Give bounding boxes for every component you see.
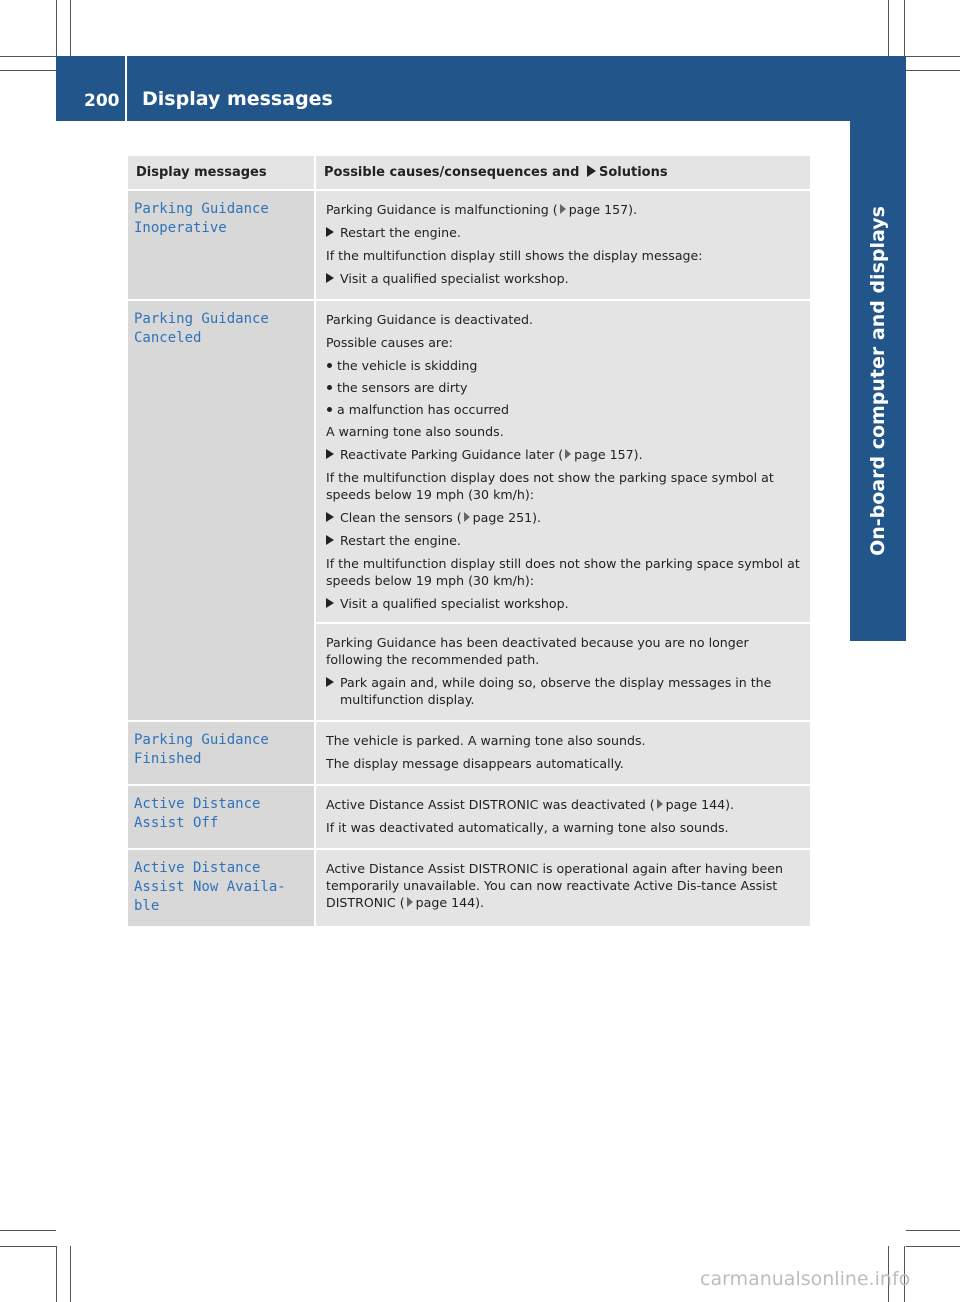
message-code-line: Parking Guidance xyxy=(134,311,269,327)
message-code-line: ble xyxy=(134,898,160,914)
message-code-cell xyxy=(128,191,314,299)
table-row xyxy=(128,191,810,299)
text-part: Active Distance Assist DISTRONIC is operational again after having been temporarily unavailable. You can now reactivate Active Dis-tance Assist DISTRONIC ( xyxy=(326,861,784,910)
message-description-cell xyxy=(314,786,810,848)
col-header-display-messages: Display messages xyxy=(128,156,314,189)
page-ref-link[interactable]: page 251). xyxy=(472,510,542,525)
page-ref-icon xyxy=(565,449,571,459)
page-ref-link[interactable]: page 157). xyxy=(574,447,643,462)
solution-step: Restart the engine. xyxy=(326,224,802,241)
crop-mark xyxy=(906,1230,960,1231)
table-row xyxy=(128,786,810,848)
crop-mark xyxy=(906,70,960,71)
solution-step xyxy=(326,509,802,526)
description-text: The display message disappears automatically. xyxy=(326,756,624,771)
message-code-line: Inoperative xyxy=(134,220,227,236)
crop-mark xyxy=(0,1246,56,1247)
crop-mark xyxy=(904,0,905,56)
description-text: The vehicle is parked. A warning tone also sounds. xyxy=(326,733,646,748)
message-description-cell xyxy=(314,722,810,784)
description-text: If the multifunction display still shows the display message: xyxy=(326,248,703,263)
crop-mark xyxy=(0,70,56,71)
solution-step: Visit a qualified specialist workshop. xyxy=(326,595,802,612)
description-text: Possible causes are: xyxy=(326,335,453,350)
solution-step: Park again and, while doing so, observe the display messages in the multifunction display. xyxy=(326,674,802,708)
table-header-row xyxy=(128,156,810,189)
message-code-cell xyxy=(128,850,314,926)
crop-mark xyxy=(70,1246,71,1302)
message-code-line: Active Distance xyxy=(134,796,261,812)
solution-step: Visit a qualified specialist workshop. xyxy=(326,270,802,287)
crop-mark xyxy=(906,56,960,57)
page-ref-icon xyxy=(560,204,566,214)
solution-step: Restart the engine. xyxy=(326,532,802,549)
page-ref-icon xyxy=(407,897,413,907)
text-part: Clean the sensors ( xyxy=(340,510,462,525)
message-code-line: Assist Now Availa‐ xyxy=(134,879,286,895)
description-text xyxy=(326,860,802,911)
message-code-line: Parking Guidance xyxy=(134,732,269,748)
page-number: 200 xyxy=(84,91,120,111)
cause-bullet: the vehicle is skidding xyxy=(326,357,802,374)
message-code-line: Canceled xyxy=(134,330,202,346)
description-text xyxy=(326,796,802,813)
description-text xyxy=(326,201,802,218)
sub-row-divider xyxy=(316,622,810,624)
col-header-text: Possible causes/consequences and xyxy=(324,165,580,180)
description-text: If the multifunction display does not show the parking space symbol at speeds below 19 mph (30 km/h): xyxy=(326,470,774,502)
solution-step xyxy=(326,446,802,463)
col-header-solutions: Solutions xyxy=(599,165,668,180)
crop-mark xyxy=(906,1246,960,1247)
text-part: Reactivate Parking Guidance later ( xyxy=(340,447,564,462)
message-code-line: Assist Off xyxy=(134,815,219,831)
solution-arrow-icon xyxy=(587,165,596,177)
message-code-cell xyxy=(128,722,314,784)
crop-mark xyxy=(56,0,57,56)
message-code-cell xyxy=(128,301,314,720)
chapter-label: On-board computer and displays xyxy=(867,206,889,556)
page-ref-icon xyxy=(657,799,663,809)
message-description-cell xyxy=(314,191,810,299)
page-ref-icon xyxy=(464,512,470,522)
crop-mark xyxy=(0,1230,56,1231)
crop-mark xyxy=(888,0,889,56)
crop-mark xyxy=(56,1246,57,1302)
description-text: Parking Guidance has been deactivated because you are no longer following the recommended path. xyxy=(326,635,749,667)
description-text: If it was deactivated automatically, a warning tone also sounds. xyxy=(326,820,729,835)
display-messages-table xyxy=(128,154,810,928)
watermark: carmanualsonline.info xyxy=(700,1268,911,1290)
page-ref-link[interactable]: page 144). xyxy=(665,797,735,812)
description-text: Parking Guidance is deactivated. xyxy=(326,312,534,327)
message-code-line: Parking Guidance xyxy=(134,201,269,217)
message-code-cell xyxy=(128,786,314,848)
page-title: Display messages xyxy=(142,88,333,110)
page-ref-link[interactable]: page 157). xyxy=(568,202,638,217)
cause-bullet: a malfunction has occurred xyxy=(326,401,802,418)
text-part: Parking Guidance is malfunctioning ( xyxy=(326,202,558,217)
cause-bullet: the sensors are dirty xyxy=(326,379,802,396)
col-header-causes-solutions xyxy=(314,156,810,189)
message-description-cell xyxy=(314,850,810,926)
table-row xyxy=(128,850,810,926)
message-code-line: Finished xyxy=(134,751,202,767)
table-row xyxy=(128,722,810,784)
description-text: A warning tone also sounds. xyxy=(326,424,504,439)
crop-mark xyxy=(0,56,56,57)
page-ref-link[interactable]: page 144). xyxy=(415,895,485,910)
message-code-line: Active Distance xyxy=(134,860,261,876)
crop-mark xyxy=(70,0,71,56)
description-text: If the multifunction display still does not show the parking space symbol at speeds below 19 mph (30 km/h): xyxy=(326,556,800,588)
text-part: Active Distance Assist DISTRONIC was deactivated ( xyxy=(326,797,655,812)
header-separator xyxy=(125,56,127,121)
table-row xyxy=(128,301,810,720)
message-description-cell xyxy=(314,301,810,720)
